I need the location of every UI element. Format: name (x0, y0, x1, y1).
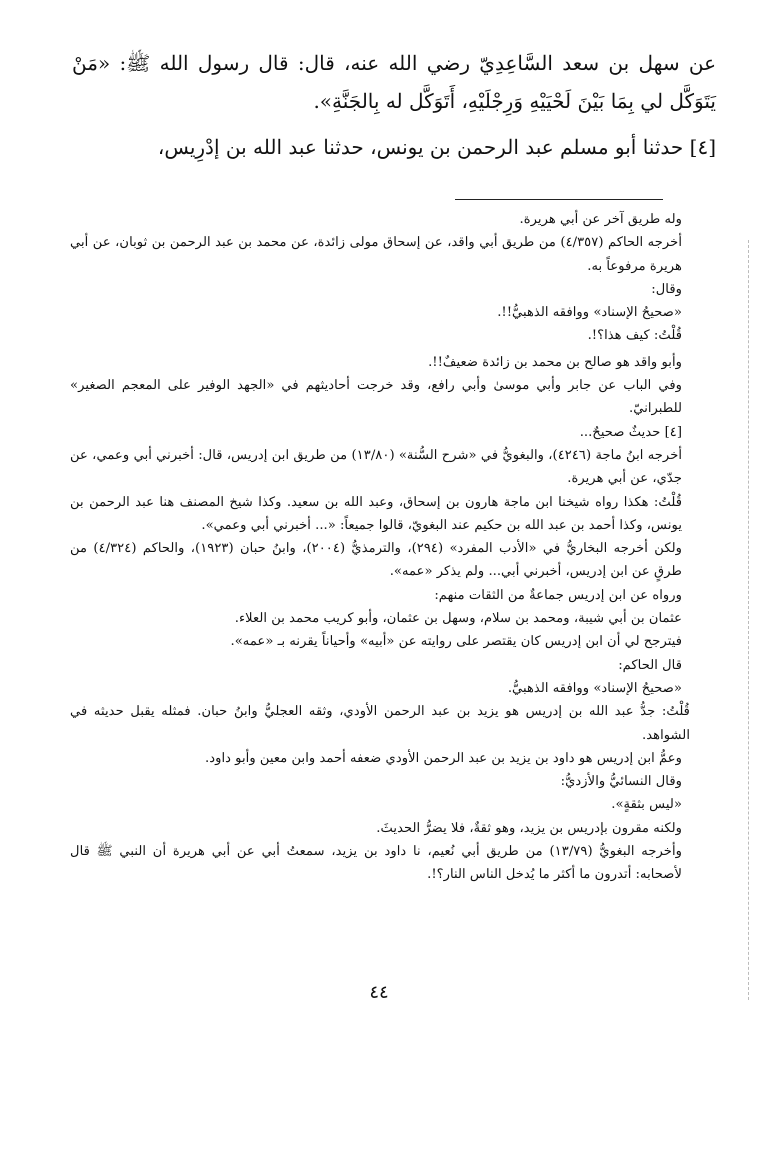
footnote-line: قُلْتُ: جدُّ عبد الله بن إدريس هو يزيد بن عبد الرحمن الأودي، وثقه العجليُّ وابنُ حبان. فمثله يقبل حديثه في الشواهد. (70, 704, 690, 743)
footnote-line: فيترجح لي أن ابن إدريس كان يقتصر على روايته عن «أبيه» وأحياناً يقرنه بـ «عمه». (230, 634, 682, 650)
hadith-text: عن سهل بن سعد السَّاعِدِيّ رضي الله عنه، قال: قال رسول الله ﷺ: «مَنْ يَتَوَكَّل لي بِمَا بَيْنَ لَحْيَيْهِ وَرِجْلَيْهِ، أَتَوَكَّل له بِالجَنَّةِ». (72, 51, 716, 113)
isnad-text: [٤] حدثنا أبو مسلم عبد الرحمن بن يونس، حدثنا عبد الله بن إدْرِيس، (157, 135, 716, 159)
footnote-line: وأبو واقد هو صالح بن محمد بن زائدة ضعيفٌ!!. (428, 354, 682, 370)
footnote-line: وعمُّ ابن إدريس هو داود بن يزيد بن عبد الرحمن الأودي ضعفه أحمد وابن معين وأبو داود. (205, 750, 682, 766)
footnote-line: وفي الباب عن جابر وأبي موسىٰ وأبي رافع، وقد خرجت أحاديثهم في «الجهد الوفير على المعجم الصغير» للطبرانيّ. (70, 378, 682, 417)
main-text (72, 44, 716, 166)
scan-edge-line (748, 240, 750, 1000)
footnote-line: وأخرجه البغويُّ (١٣/٧٩) من طريق أبي نُعيم، نا داود بن يزيد، سمعتُ أبي عن أبي هريرة أن النبي ﷺ قال لأصحابه: أتدرون ما أكثر ما يُدخل الناس النار؟!. (70, 844, 682, 883)
footnote-line: وقال: (651, 281, 682, 297)
footnote-separator (455, 199, 663, 200)
footnote-line: أخرجه ابنُ ماجة (٤٢٤٦)، والبغويُّ في «شرح السُّنة» (١٣/٨٠) من طريق ابن إدريس، قال: أخبرني أبي وعمي، عن جدّي، عن أبي هريرة. (70, 447, 683, 487)
footnote-line: ولكن أخرجه البخاريُّ في «الأدب المفرد» (٢٩٤)، والترمذيُّ (٢٠٠٤)، وابنُ حبان (١٩٢٣)، والحاكم (٤/٣٢٤) من طرقٍ عن ابن إدريس، أخبرني أبي... ولم يذكر «عمه». (70, 541, 682, 580)
page-number: ٤٤ (369, 982, 389, 1003)
footnote-line: عثمان بن أبي شيبة، ومحمد بن سلام، وسهل بن عثمان، وأبو كريب محمد بن العلاء. (234, 611, 682, 627)
footnote-line: وقال النسائيُّ والأزديُّ: (560, 774, 682, 790)
footnote-line: ورواه عن ابن إدريس جماعةٌ من الثقات منهم: (434, 587, 682, 603)
footnote-line: قُلْتُ: هكذا رواه شيخنا ابن ماجة هارون بن إسحاق، وعبد الله بن سعيد. وكذا شيخ المصنف هنا عبد الرحمن بن يونس، وكذا أحمد بن عبد الله بن حكيم عند البغويّ، قالوا جميعاً: «... أخبرني أبي وعمي». (70, 494, 682, 533)
footnote-line: قال الحاكم: (618, 657, 682, 673)
footnote-line: وله طريق آخر عن أبي هريرة. (519, 212, 682, 227)
footnote-line: أخرجه الحاكم (٤/٣٥٧) من طريق أبي واقد، عن إسحاق مولى زائدة، عن محمد بن عبد الرحمن بن ثوبان، عن أبي هريرة مرفوعاً به. (70, 235, 682, 274)
footnote-line: «صحيحُ الإسناد» ووافقه الذهبيُّ!!. (497, 305, 682, 321)
footnote-line: «ليس بثقةٍ». (611, 797, 682, 813)
footnotes (70, 208, 718, 887)
footnote-line: ولكنه مقرون بإدريس بن يزيد، وهو ثقةٌ، فلا يضرُّ الحديثَ. (376, 820, 682, 836)
footnote-line: «صحيحُ الإسناد» ووافقه الذهبيُّ. (507, 680, 682, 696)
footnote-line: قُلْتُ: كيف هذا؟!. (587, 328, 682, 344)
footnote-number: [٤] حديثٌ صحيحٌ... (579, 424, 682, 440)
